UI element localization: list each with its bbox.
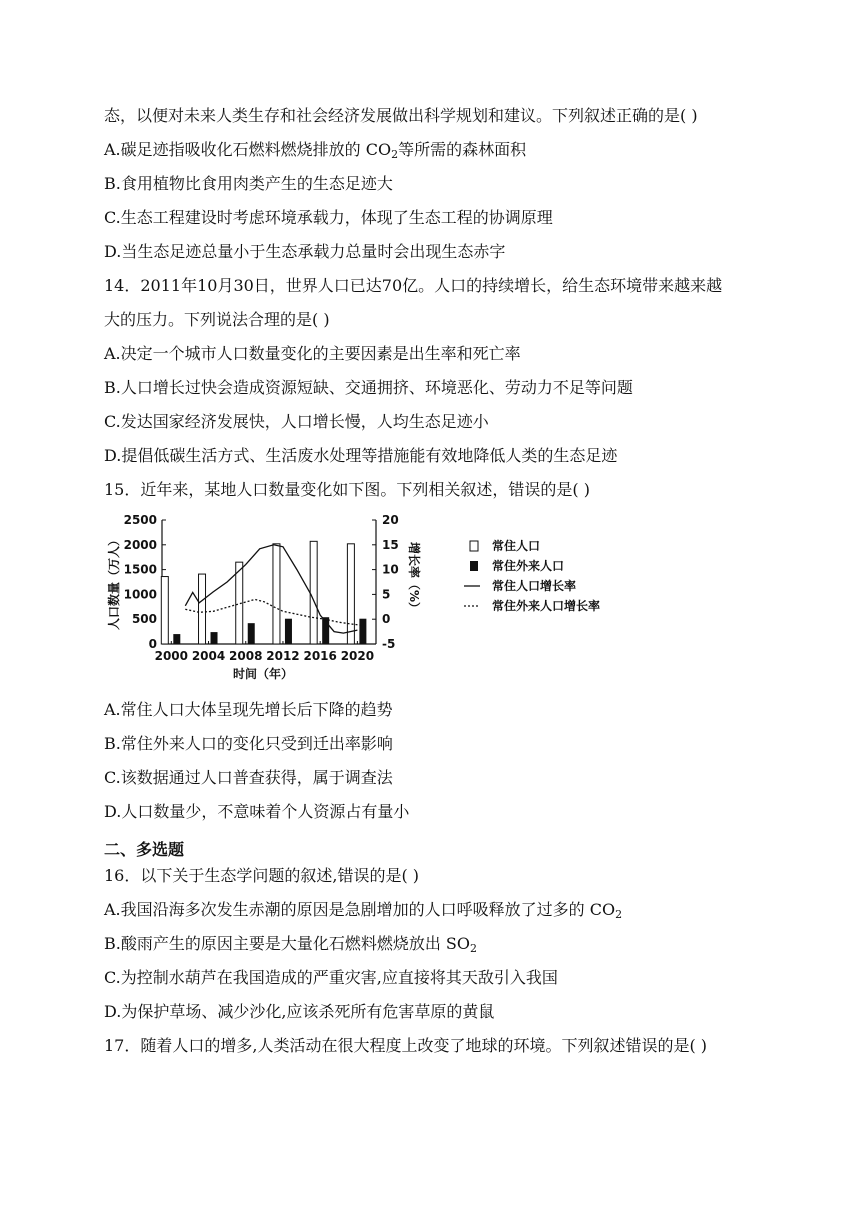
population-chart: [104, 508, 644, 688]
q15-option-c: C.该数据通过人口普查获得，属于调查法: [104, 768, 393, 787]
y2-tick-label: 0: [382, 612, 391, 627]
y2-tick-label: 10: [382, 562, 399, 577]
bar-resident-population: [310, 541, 317, 644]
legend-label: 常住人口: [492, 539, 541, 553]
bar-migrant-population: [248, 623, 255, 644]
x-tick-label: 2004: [191, 649, 226, 663]
bar-migrant-population: [211, 632, 218, 644]
q16-option-c: C.为控制水葫芦在我国造成的严重灾害,应直接将其天敌引入我国: [104, 968, 558, 987]
bar-migrant-population: [359, 619, 366, 644]
q16-option-b: [104, 934, 477, 954]
bar-migrant-population: [173, 634, 180, 644]
q16-option-b-subscript: 2: [470, 942, 478, 955]
bar-resident-population: [347, 544, 354, 644]
q15-option-b: B.常住外来人口的变化只受到迁出率影响: [104, 734, 393, 753]
q13-option-c: C.生态工程建设时考虑环境承载力，体现了生态工程的协调原理: [104, 208, 553, 227]
q13-option-a-text-tail: 等所需的森林面积: [398, 140, 527, 159]
legend-label: 常住人口增长率: [492, 579, 577, 593]
q16-option-b-text: B.酸雨产生的原因主要是大量化石燃料燃烧放出 SO: [104, 934, 471, 953]
q16-option-a: [104, 900, 622, 920]
bar-resident-population: [199, 574, 206, 644]
x-tick-label: 2016: [303, 649, 337, 663]
y2-tick-label: 15: [382, 537, 399, 552]
y-tick-label: 500: [131, 612, 157, 627]
y-axis-label: 人口数量（万人）: [107, 533, 121, 631]
y2-axis-label: 增长率（%）: [407, 541, 421, 615]
q14-option-c: C.发达国家经济发展快，人口增长慢，人均生态足迹小: [104, 412, 489, 431]
y-tick-label: 1000: [123, 587, 157, 602]
bar-migrant-population: [285, 619, 292, 644]
x-tick-label: 2000: [154, 649, 189, 663]
chart-legend: [464, 538, 600, 613]
q16-option-d: D.为保护草场、减少沙化,应该杀死所有危害草原的黄鼠: [104, 1002, 495, 1021]
x-tick-label: 2020: [340, 649, 375, 663]
y2-tick-label: -5: [382, 637, 396, 651]
chart-axes: [106, 513, 422, 681]
q15-option-d: D.人口数量少，不意味着个人资源占有量小: [104, 802, 410, 821]
y-tick-label: 2500: [123, 513, 157, 527]
q13-option-b: B.食用植物比食用肉类产生的生态足迹大: [104, 174, 393, 193]
q13-option-d: D.当生态足迹总量小于生态承载力总量时会出现生态赤字: [104, 242, 506, 261]
y-tick-label: 0: [148, 637, 157, 651]
y-tick-label: 2000: [123, 537, 157, 552]
q17-stem: 17．随着人口的增多,人类活动在很大程度上改变了地球的环境。下列叙述错误的是( ): [104, 1036, 708, 1055]
q14-option-d: D.提倡低碳生活方式、生活废水处理等措施能有效地降低人类的生态足迹: [104, 446, 618, 465]
q14-option-b: B.人口增长过快会造成资源短缺、交通拥挤、环境恶化、劳动力不足等问题: [104, 378, 633, 397]
legend-label: 常住外来人口增长率: [492, 599, 601, 613]
bar-resident-population: [161, 577, 168, 644]
y-tick-label: 1500: [123, 562, 157, 577]
q16-option-a-subscript: 2: [615, 908, 623, 921]
legend-swatch-hollow-bar: [470, 541, 478, 551]
q13-option-a: [104, 140, 526, 160]
q14-stem-line2: 大的压力。下列说法合理的是( ): [104, 310, 330, 329]
bar-resident-population: [273, 544, 280, 644]
legend-label: 常住外来人口: [492, 559, 565, 573]
q16-option-a-text: A.我国沿海多次发生赤潮的原因是急剧增加的人口呼吸释放了过多的 CO: [104, 900, 616, 919]
x-axis-label: 时间（年）: [232, 667, 294, 681]
x-tick-label: 2012: [266, 649, 300, 663]
q15-stem: 15．近年来，某地人口数量变化如下图。下列相关叙述，错误的是( ): [104, 480, 590, 499]
y2-tick-label: 5: [382, 587, 391, 602]
line-resident-growth-rate: [185, 545, 357, 633]
q16-stem: 16．以下关于生态学问题的叙述,错误的是( ): [104, 866, 420, 885]
q15-option-a: A.常住人口大体呈现先增长后下降的趋势: [104, 700, 393, 719]
q14-option-a: A.决定一个城市人口数量变化的主要因素是出生率和死亡率: [104, 344, 521, 363]
q14-stem-line1: 14．2011年10月30日，世界人口已达70亿。人口的持续增长，给生态环境带来越来越: [104, 276, 723, 295]
legend-swatch-solid-bar: [470, 561, 478, 571]
section-heading-multiple-choice: 二、多选题: [104, 840, 185, 859]
q13-option-a-text: A.碳足迹指吸收化石燃料燃烧排放的 CO: [104, 140, 392, 159]
q13-option-a-subscript: 2: [391, 148, 399, 161]
y2-tick-label: 20: [382, 513, 399, 527]
x-tick-label: 2008: [229, 649, 263, 663]
q13-stem-tail: 态，以便对未来人类生存和社会经济发展做出科学规划和建议。下列叙述正确的是( ): [104, 106, 698, 125]
